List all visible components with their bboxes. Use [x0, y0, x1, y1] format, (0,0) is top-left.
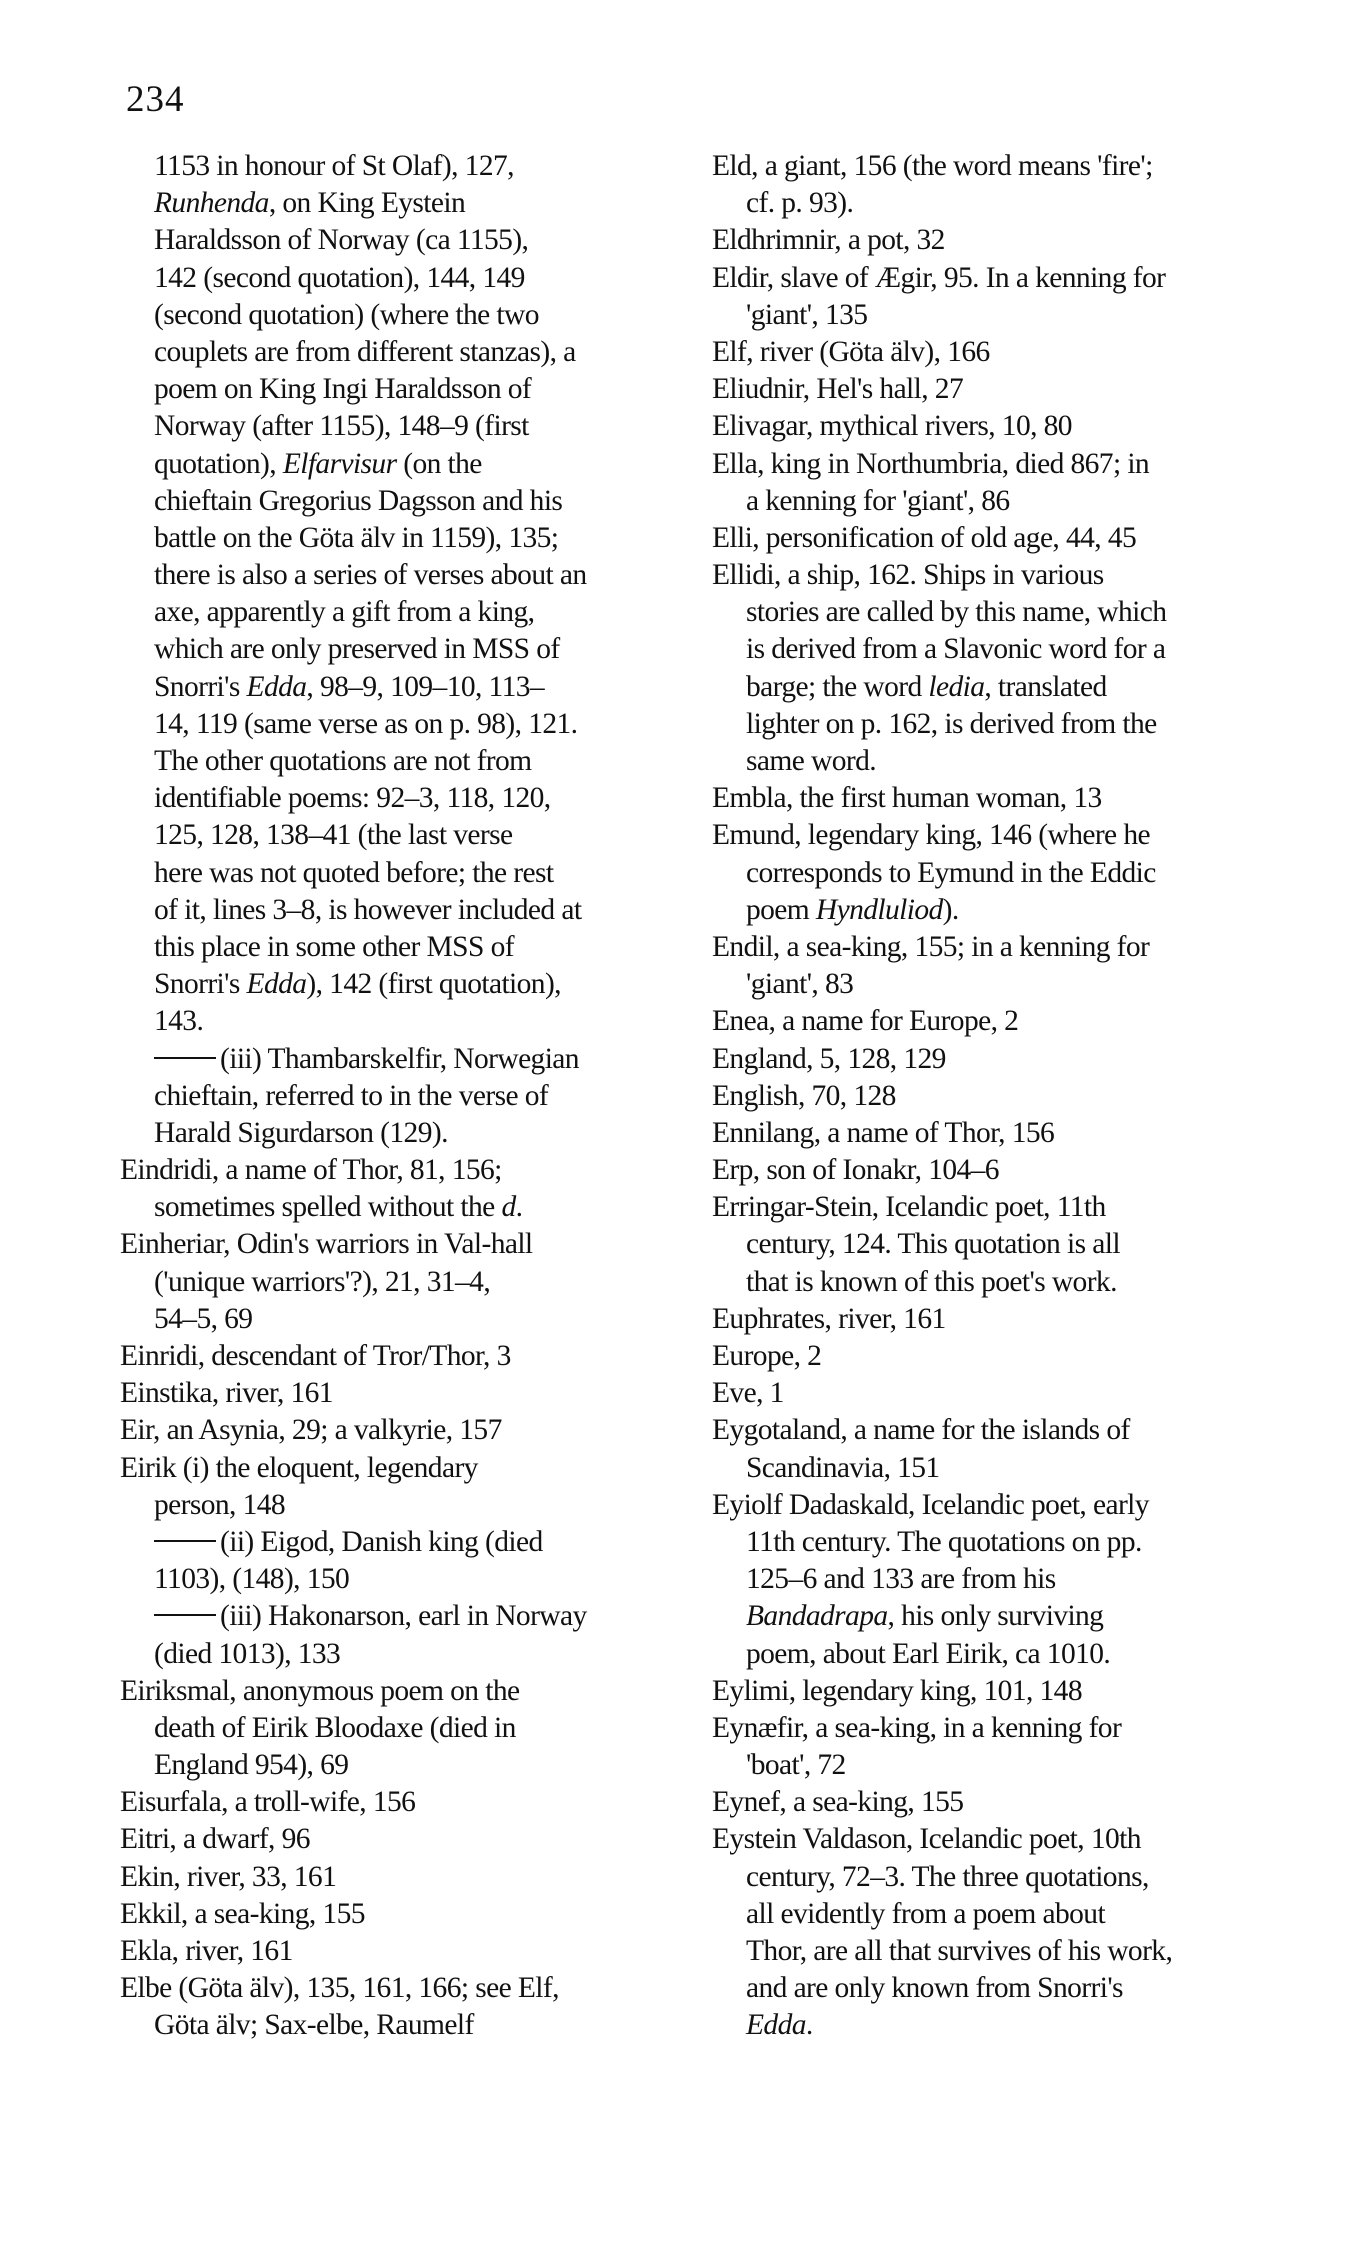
- index-line: [712, 408, 1300, 445]
- index-line: [120, 1412, 700, 1449]
- index-line: [712, 1487, 1300, 1524]
- index-entry-text: Eir, an Asynia, 29; a valkyrie, 157: [120, 1414, 502, 1447]
- index-entry-text: Ekla, river, 161: [120, 1935, 293, 1967]
- index-line: [120, 1561, 700, 1598]
- index-line: [120, 1636, 700, 1673]
- index-entry-text: and are only known from Snorri's: [746, 1972, 1123, 2005]
- index-entry-text: Eisurfala, a troll-wife, 156: [120, 1786, 416, 1819]
- index-line: [712, 1821, 1300, 1858]
- index-entry-text: death of Eirik Bloodaxe (died in: [154, 1711, 516, 1744]
- index-line: [120, 780, 700, 817]
- index-entry-text: (iii) Thambarskelfir, Norwegian: [220, 1042, 579, 1075]
- index-entry-text: Europe, 2: [712, 1340, 822, 1372]
- index-entry-text: Norway (after 1155), 148–9 (first: [154, 410, 529, 443]
- index-entry-text: Eirik (i) the eloquent, legendary: [120, 1451, 478, 1484]
- index-line: [120, 1301, 700, 1338]
- index-line: [120, 446, 700, 483]
- index-line: [712, 1896, 1300, 1933]
- index-line: [712, 1226, 1300, 1263]
- right-column: [712, 148, 1300, 2045]
- index-entry-text: Eliudnir, Hel's hall, 27: [712, 373, 964, 406]
- index-line: [712, 1152, 1300, 1189]
- index-entry-text: century, 124. This quotation is all: [746, 1228, 1120, 1261]
- index-line: [712, 446, 1300, 483]
- index-entry-text: (second quotation) (where the two: [154, 298, 539, 331]
- index-entry-text: Eve, 1: [712, 1377, 784, 1410]
- index-line: [120, 1859, 700, 1896]
- index-entry-text: Thor, are all that survives of his work,: [746, 1935, 1173, 1967]
- index-entry-text: that is known of this poet's work.: [746, 1265, 1117, 1298]
- index-line: [712, 1003, 1300, 1040]
- index-line: [712, 371, 1300, 408]
- index-line: [712, 1115, 1300, 1152]
- index-line: [120, 1041, 700, 1078]
- index-entry-text: Ekkil, a sea-king, 155: [120, 1897, 365, 1930]
- index-line: [712, 148, 1300, 185]
- index-line: [120, 297, 700, 334]
- em-dash-rule: [154, 1057, 216, 1059]
- index-line: [120, 1933, 700, 1970]
- index-line: [120, 408, 700, 445]
- index-line: [120, 855, 700, 892]
- index-entry-text: Eynæfir, a sea-king, in a kenning for: [712, 1711, 1122, 1744]
- index-entry-text: English, 70, 128: [712, 1079, 896, 1112]
- index-entry-text: of it, lines 3–8, is however included at: [154, 893, 582, 926]
- index-entry-text: Snorri's Edda, 98–9, 109–10, 113–: [154, 670, 545, 703]
- index-entry-text: Elbe (Göta älv), 135, 161, 166; see Elf,: [120, 1972, 559, 2005]
- index-entry-text: 125–6 and 133 are from his: [746, 1563, 1056, 1596]
- index-entry-text: Eiriksmal, anonymous poem on the: [120, 1674, 520, 1707]
- index-entry-text: Embla, the first human woman, 13: [712, 782, 1102, 815]
- em-dash-rule: [154, 1540, 216, 1542]
- index-entry-text: Bandadrapa, his only surviving: [746, 1600, 1104, 1633]
- index-line: [120, 1189, 700, 1226]
- index-line: [120, 1226, 700, 1263]
- index-entry-text: (iii) Hakonarson, earl in Norway: [220, 1600, 587, 1633]
- index-line: [712, 706, 1300, 743]
- index-entry-text: lighter on p. 162, is derived from the: [746, 707, 1157, 740]
- index-entry-text: Erringar-Stein, Icelandic poet, 11th: [712, 1191, 1106, 1224]
- index-line: [120, 1078, 700, 1115]
- index-line: [712, 743, 1300, 780]
- page-number: 234: [126, 79, 185, 120]
- index-line: [120, 1450, 700, 1487]
- index-line: [120, 892, 700, 929]
- index-line: [712, 1264, 1300, 1301]
- index-entry-text: barge; the word ledia, translated: [746, 670, 1107, 703]
- index-entry-text: Scandinavia, 151: [746, 1451, 940, 1484]
- index-entry-text: couplets are from different stanzas), a: [154, 335, 576, 368]
- index-entry-text: poem, about Earl Eirik, ca 1010.: [746, 1637, 1111, 1670]
- index-entry-text: Einridi, descendant of Tror/Thor, 3: [120, 1340, 511, 1372]
- index-entry-text: Edda.: [746, 2009, 813, 2042]
- index-entry-text: chieftain, referred to in the verse of: [154, 1079, 549, 1112]
- index-line: [120, 1003, 700, 1040]
- index-entry-text: 143.: [154, 1005, 204, 1038]
- index-line: [120, 371, 700, 408]
- index-entry-text: Eygotaland, a name for the islands of: [712, 1414, 1130, 1447]
- index-line: [120, 817, 700, 854]
- index-entry-text: England 954), 69: [154, 1749, 349, 1782]
- index-line: [712, 557, 1300, 594]
- index-line: [120, 1115, 700, 1152]
- index-entry-text: Göta älv; Sax-elbe, Raumelf: [154, 2009, 474, 2042]
- index-entry-text: a kenning for 'giant', 86: [746, 484, 1010, 517]
- index-entry-text: Einstika, river, 161: [120, 1377, 333, 1410]
- index-entry-text: 1153 in honour of St Olaf), 127,: [154, 150, 514, 182]
- index-entry-text: Eldhrimnir, a pot, 32: [712, 224, 945, 257]
- index-line: [712, 222, 1300, 259]
- index-line: [712, 855, 1300, 892]
- index-line: [120, 148, 700, 185]
- index-entry-text: Eindridi, a name of Thor, 81, 156;: [120, 1154, 502, 1187]
- index-line: [120, 260, 700, 297]
- index-line: [120, 1152, 700, 1189]
- index-line: [712, 185, 1300, 222]
- index-entry-text: poem on King Ingi Haraldsson of: [154, 373, 532, 406]
- index-line: [712, 1412, 1300, 1449]
- index-entry-text: Eylimi, legendary king, 101, 148: [712, 1674, 1082, 1707]
- index-entry-text: Haraldsson of Norway (ca 1155),: [154, 224, 529, 257]
- index-entry-text: cf. p. 93).: [746, 187, 854, 220]
- index-entry-text: 54–5, 69: [154, 1302, 253, 1335]
- index-entry-text: Erp, son of Ionakr, 104–6: [712, 1154, 999, 1187]
- index-entry-text: 'giant', 83: [746, 968, 854, 1001]
- index-line: [120, 1673, 700, 1710]
- index-entry-text: person, 148: [154, 1488, 286, 1521]
- index-entry-text: England, 5, 128, 129: [712, 1042, 946, 1075]
- index-entry-text: 11th century. The quotations on pp.: [746, 1525, 1142, 1558]
- index-entry-text: here was not quoted before; the rest: [154, 856, 554, 889]
- index-entry-text: quotation), Elfarvisur (on the: [154, 447, 482, 480]
- index-line: [712, 669, 1300, 706]
- index-entry-text: Ennilang, a name of Thor, 156: [712, 1116, 1055, 1149]
- index-entry-text: Ekin, river, 33, 161: [120, 1860, 337, 1893]
- index-line: [712, 1189, 1300, 1226]
- index-entry-text: sometimes spelled without the d.: [154, 1191, 523, 1224]
- index-line: [120, 929, 700, 966]
- index-line: [120, 334, 700, 371]
- index-line: [712, 1301, 1300, 1338]
- index-line: [712, 1970, 1300, 2007]
- index-line: [712, 297, 1300, 334]
- index-line: [120, 966, 700, 1003]
- index-line: [120, 1710, 700, 1747]
- index-line: [120, 222, 700, 259]
- index-line: [120, 557, 700, 594]
- index-entry-text: Euphrates, river, 161: [712, 1302, 946, 1335]
- index-entry-text: Eldir, slave of Ægir, 95. In a kenning for: [712, 261, 1166, 294]
- em-dash-rule: [154, 1614, 216, 1616]
- index-line: [712, 1710, 1300, 1747]
- index-line: [712, 520, 1300, 557]
- index-entry-text: Elivagar, mythical rivers, 10, 80: [712, 410, 1072, 443]
- index-entry-text: corresponds to Eymund in the Eddic: [746, 856, 1156, 889]
- index-line: [120, 185, 700, 222]
- index-line: [712, 1078, 1300, 1115]
- index-line: [712, 929, 1300, 966]
- index-line: [120, 1747, 700, 1784]
- index-line: [712, 1561, 1300, 1598]
- index-entry-text: 142 (second quotation), 144, 149: [154, 261, 525, 294]
- index-line: [712, 1450, 1300, 1487]
- index-entry-text: 'boat', 72: [746, 1749, 846, 1782]
- index-line: [712, 1673, 1300, 1710]
- index-entry-text: 14, 119 (same verse as on p. 98), 121.: [154, 707, 578, 740]
- index-line: [712, 1041, 1300, 1078]
- index-entry-text: which are only preserved in MSS of: [154, 633, 560, 666]
- index-line: [712, 1859, 1300, 1896]
- index-entry-text: Elf, river (Göta älv), 166: [712, 335, 990, 368]
- index-entry-text: Ella, king in Northumbria, died 867; in: [712, 447, 1150, 480]
- index-entry-text: century, 72–3. The three quotations,: [746, 1860, 1149, 1893]
- index-entry-text: Endil, a sea-king, 155; in a kenning for: [712, 930, 1150, 963]
- index-line: [712, 594, 1300, 631]
- index-line: [120, 1896, 700, 1933]
- index-entry-text: there is also a series of verses about an: [154, 559, 587, 592]
- index-line: [120, 520, 700, 557]
- index-line: [712, 483, 1300, 520]
- index-line: [120, 2007, 700, 2044]
- index-line: [712, 334, 1300, 371]
- index-entry-text: this place in some other MSS of: [154, 930, 514, 963]
- index-line: [120, 706, 700, 743]
- index-entry-text: stories are called by this name, which: [746, 596, 1167, 629]
- index-entry-text: axe, apparently a gift from a king,: [154, 596, 535, 629]
- index-line: [120, 1375, 700, 1412]
- index-entry-text: battle on the Göta älv in 1159), 135;: [154, 521, 559, 554]
- index-entry-text: Eystein Valdason, Icelandic poet, 10th: [712, 1823, 1141, 1856]
- index-line: [712, 260, 1300, 297]
- index-line: [712, 966, 1300, 1003]
- index-line: [712, 1375, 1300, 1412]
- index-entry-text: 'giant', 135: [746, 298, 868, 331]
- index-line: [120, 743, 700, 780]
- index-entry-text: identifiable poems: 92–3, 118, 120,: [154, 782, 551, 815]
- index-entry-text: Harald Sigurdarson (129).: [154, 1116, 448, 1149]
- index-entry-text: Eynef, a sea-king, 155: [712, 1786, 964, 1819]
- index-line: [712, 1784, 1300, 1821]
- index-entry-text: 1103), (148), 150: [154, 1563, 350, 1596]
- index-line: [120, 483, 700, 520]
- index-entry-text: Elli, personification of old age, 44, 45: [712, 521, 1137, 554]
- index-entry-text: Snorri's Edda), 142 (first quotation),: [154, 968, 561, 1001]
- index-line: [120, 1970, 700, 2007]
- index-line: [712, 2007, 1300, 2044]
- index-entry-text: ('unique warriors'?), 21, 31–4,: [154, 1265, 491, 1298]
- index-line: [120, 1598, 700, 1635]
- index-line: [120, 594, 700, 631]
- index-line: [712, 1524, 1300, 1561]
- index-entry-text: Runhenda, on King Eystein: [154, 187, 466, 220]
- index-line: [712, 780, 1300, 817]
- index-line: [120, 1821, 700, 1858]
- index-line: [712, 1747, 1300, 1784]
- index-line: [712, 817, 1300, 854]
- index-entry-text: The other quotations are not from: [154, 745, 532, 777]
- index-line: [120, 1264, 700, 1301]
- index-line: [120, 1524, 700, 1561]
- index-line: [120, 1487, 700, 1524]
- index-entry-text: Eld, a giant, 156 (the word means 'fire';: [712, 150, 1153, 182]
- index-line: [120, 1338, 700, 1375]
- index-entry-text: Eitri, a dwarf, 96: [120, 1823, 310, 1856]
- index-entry-text: (died 1013), 133: [154, 1637, 341, 1670]
- index-entry-text: all evidently from a poem about: [746, 1897, 1106, 1930]
- index-entry-text: Ellidi, a ship, 162. Ships in various: [712, 559, 1104, 592]
- index-entry-text: Einheriar, Odin's warriors in Val-hall: [120, 1228, 533, 1261]
- index-line: [712, 1338, 1300, 1375]
- index-line: [712, 1598, 1300, 1635]
- index-line: [712, 631, 1300, 668]
- index-line: [712, 1636, 1300, 1673]
- index-entry-text: same word.: [746, 745, 876, 777]
- index-line: [712, 1933, 1300, 1970]
- index-line: [120, 1784, 700, 1821]
- left-column: [120, 148, 700, 2045]
- index-entry-text: Enea, a name for Europe, 2: [712, 1005, 1019, 1038]
- index-line: [120, 669, 700, 706]
- index-entry-text: Emund, legendary king, 146 (where he: [712, 819, 1150, 852]
- index-entry-text: chieftain Gregorius Dagsson and his: [154, 484, 563, 517]
- index-entry-text: poem Hyndluliod).: [746, 893, 959, 926]
- index-entry-text: (ii) Eigod, Danish king (died: [220, 1525, 543, 1558]
- index-entry-text: Eyiolf Dadaskald, Icelandic poet, early: [712, 1488, 1149, 1521]
- index-line: [712, 892, 1300, 929]
- index-entry-text: 125, 128, 138–41 (the last verse: [154, 819, 513, 852]
- index-line: [120, 631, 700, 668]
- index-entry-text: is derived from a Slavonic word for a: [746, 633, 1166, 666]
